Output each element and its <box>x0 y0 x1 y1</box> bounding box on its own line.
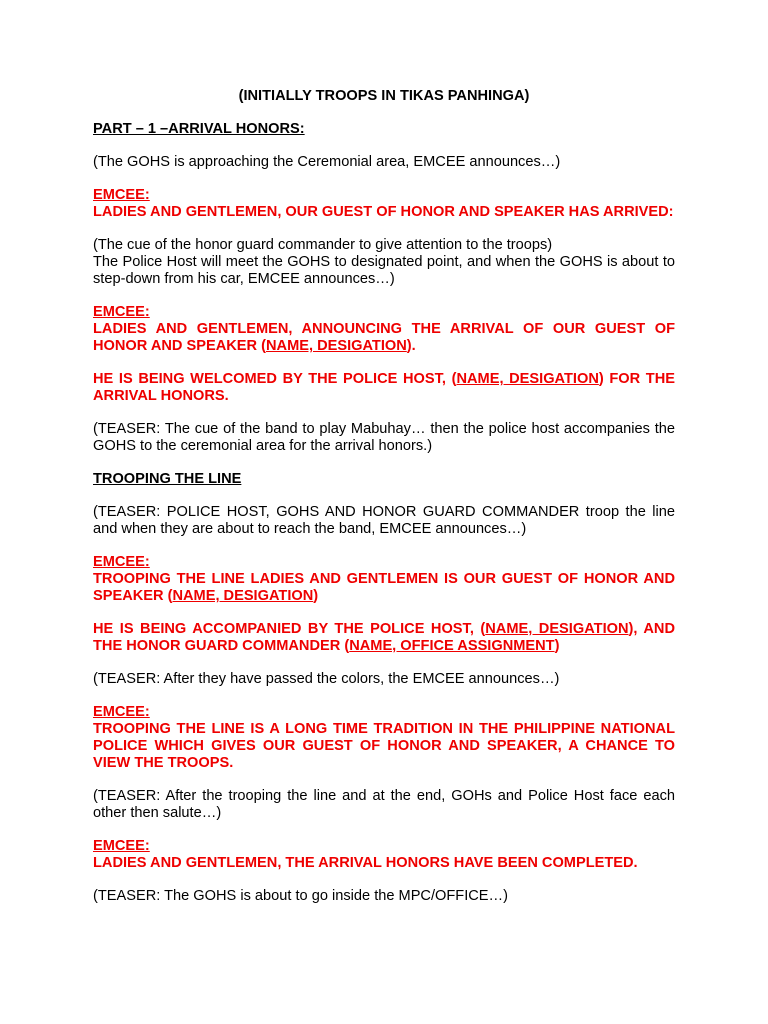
emcee-line-announcing-arrival <box>93 321 675 355</box>
emcee-block-3 <box>93 554 675 605</box>
paragraph-police-host-meets: The Police Host will meet the GOHS to designated point, and when the GOHS is about to step-down from his car, EMCEE announces…) <box>93 254 675 287</box>
text-segment: HE IS BEING WELCOMED BY THE POLICE HOST, ( <box>93 371 457 387</box>
paragraph-band-mabuhay: (TEASER: The cue of the band to play Mabuhay… then the police host accompanies the GOHS to the ceremonial area for the arrival honors.) <box>93 421 675 454</box>
text-segment: ), AND THE HONOR GUARD COMMANDER ( <box>93 621 676 654</box>
emcee-block-2 <box>93 304 675 355</box>
emcee-line-trooping-guest <box>93 571 675 605</box>
placeholder-name-desigation: NAME, DESIGATION <box>172 588 314 604</box>
emcee-label: EMCEE: <box>93 554 150 570</box>
emcee-block-5 <box>93 838 675 872</box>
text-segment: ) FOR THE ARRIVAL HONORS. <box>93 371 675 404</box>
emcee-line-completed: LADIES AND GENTLEMEN, THE ARRIVAL HONORS HAVE BEEN COMPLETED. <box>93 855 638 871</box>
emcee-label: EMCEE: <box>93 304 150 320</box>
emcee-line-welcomed-by-host <box>93 371 675 405</box>
text-segment: TROOPING THE LINE LADIES AND GENTLEMEN IS OUR GUEST OF HONOR AND SPEAKER ( <box>93 571 675 604</box>
paragraph-honor-guard-cue: (The cue of the honor guard commander to give attention to the troops) <box>93 237 553 253</box>
emcee-block-1 <box>93 187 675 221</box>
text-segment: ) <box>313 588 319 604</box>
document-page <box>93 88 675 905</box>
emcee-label: EMCEE: <box>93 704 150 720</box>
document-title: (INITIALLY TROOPS IN TIKAS PANHINGA) <box>238 88 530 104</box>
text-segment: ) <box>554 638 560 654</box>
text-segment: ). <box>406 338 416 354</box>
paragraph-troop-the-line: (TEASER: POLICE HOST, GOHS AND HONOR GUARD COMMANDER troop the line and when they are about to reach the band, EMCEE announces…) <box>93 504 675 537</box>
placeholder-name-desigation: NAME, DESIGATION <box>456 371 599 387</box>
paragraph-gohs-approaching: (The GOHS is approaching the Ceremonial area, EMCEE announces…) <box>93 154 561 170</box>
paragraph-salute: (TEASER: After the trooping the line and at the end, GOHs and Police Host face each other then salute…) <box>93 788 675 821</box>
emcee-line-accompanied-by-host <box>93 621 675 655</box>
paragraph-go-inside-mpc: (TEASER: The GOHS is about to go inside the MPC/OFFICE…) <box>93 888 508 904</box>
placeholder-name-desigation: NAME, DESIGATION <box>265 338 407 354</box>
emcee-label: EMCEE: <box>93 838 150 854</box>
placeholder-name-office-assignment: NAME, OFFICE ASSIGNMENT <box>349 638 555 654</box>
text-segment: LADIES AND GENTLEMEN, ANNOUNCING THE ARRIVAL OF OUR GUEST OF HONOR AND SPEAKER ( <box>93 321 675 354</box>
paragraph-passed-colors: (TEASER: After they have passed the colors, the EMCEE announces…) <box>93 671 560 687</box>
part-1-title: PART – 1 –ARRIVAL HONORS: <box>93 121 305 137</box>
trooping-the-line-title: TROOPING THE LINE <box>93 471 242 487</box>
emcee-line-guest-arrived: LADIES AND GENTLEMEN, OUR GUEST OF HONOR AND SPEAKER HAS ARRIVED: <box>93 204 674 220</box>
emcee-block-4 <box>93 704 675 772</box>
placeholder-name-desigation: NAME, DESIGATION <box>485 621 629 637</box>
emcee-label: EMCEE: <box>93 187 150 203</box>
emcee-line-tradition: TROOPING THE LINE IS A LONG TIME TRADITION IN THE PHILIPPINE NATIONAL POLICE WHICH GIVES OUR GUEST OF HONOR AND SPEAKER, A CHANCE TO VIEW THE TROOPS. <box>93 721 675 771</box>
text-segment: HE IS BEING ACCOMPANIED BY THE POLICE HOST, ( <box>93 621 486 637</box>
